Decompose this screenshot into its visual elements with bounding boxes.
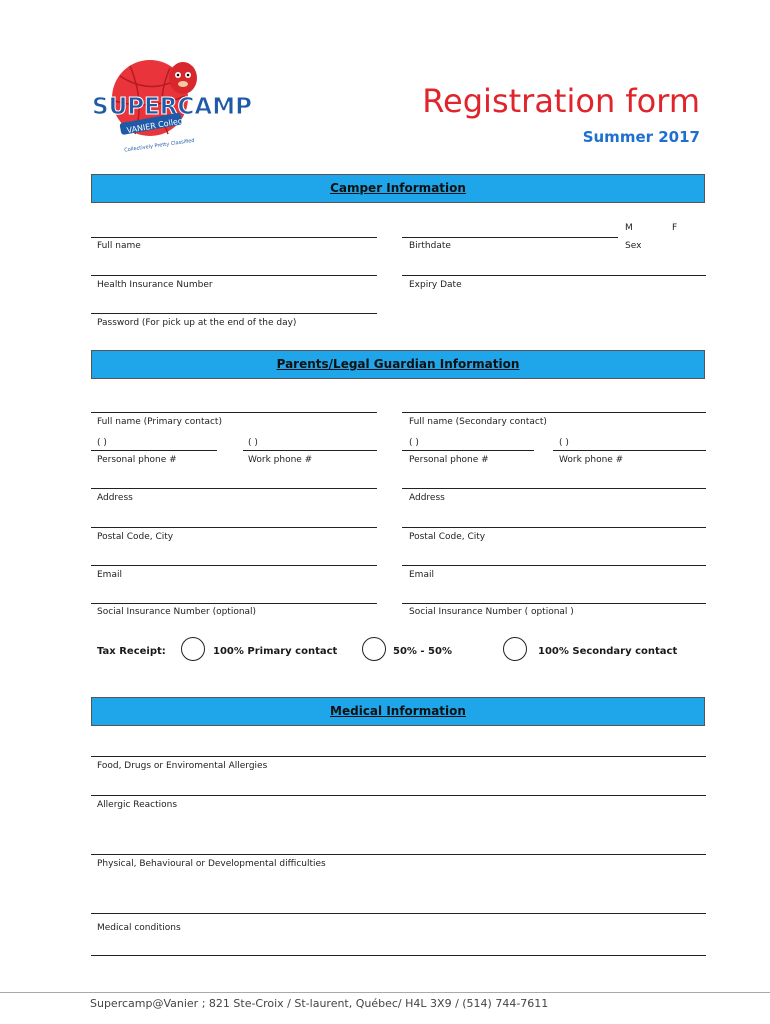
primary-email-label: Email [97,570,122,580]
expiry-date-field[interactable] [402,275,706,276]
section-header-medical: Medical Information [91,697,705,726]
allergies-field[interactable] [91,756,706,757]
secondary-work-phone-field[interactable] [553,450,706,451]
tax-split-option-label: 50% - 50% [393,646,452,657]
secondary-name-label: Full name (Secondary contact) [409,417,547,427]
secondary-address-field[interactable] [402,488,706,489]
conditions-top-line[interactable] [91,913,706,914]
logo-ribbon-text: VANIER College [126,115,189,136]
primary-email-field[interactable] [91,565,377,566]
footer-divider [0,992,770,993]
primary-name-label: Full name (Primary contact) [97,417,222,427]
primary-personal-area-code: ( ) [97,438,107,448]
tax-secondary-radio[interactable] [503,637,527,661]
tax-primary-option-label: 100% Primary contact [213,646,338,657]
reactions-field[interactable] [91,795,706,796]
secondary-address-label: Address [409,493,445,503]
secondary-email-label: Email [409,570,434,580]
logo-main-text: SUPERCAMP [92,94,252,120]
sex-label: Sex [625,241,642,251]
page-subtitle: Summer 2017 [582,128,700,146]
secondary-name-field[interactable] [402,412,706,413]
primary-address-label: Address [97,493,133,503]
secondary-sin-label: Social Insurance Number ( optional ) [409,607,574,617]
primary-work-area-code: ( ) [248,438,258,448]
password-label: Password (For pick up at the end of the day) [97,318,297,328]
sex-m-label: M [625,223,633,233]
primary-sin-field[interactable] [91,603,377,604]
section-header-camper: Camper Information [91,174,705,203]
section-header-parents: Parents/Legal Guardian Information [91,350,705,379]
full-name-field[interactable] [91,237,377,238]
difficulties-label: Physical, Behavioural or Developmental difficulties [97,859,326,869]
secondary-postal-city-field[interactable] [402,527,706,528]
primary-address-field[interactable] [91,488,377,489]
footer-contact: Supercamp@Vanier ; 821 Ste-Croix / St-laurent, Québec/ H4L 3X9 / (514) 744-7611 [90,997,549,1010]
supercamp-logo [90,56,252,161]
conditions-label: Medical conditions [97,923,181,933]
secondary-email-field[interactable] [402,565,706,566]
secondary-sin-field[interactable] [402,603,706,604]
tax-primary-radio[interactable] [181,637,205,661]
health-insurance-label: Health Insurance Number [97,280,213,290]
birthdate-label: Birthdate [409,241,451,251]
secondary-personal-phone-label: Personal phone # [409,455,489,465]
password-field[interactable] [91,313,377,314]
primary-personal-phone-field[interactable] [91,450,217,451]
page-title: Registration form [422,82,700,120]
health-insurance-field[interactable] [91,275,377,276]
sex-f-label: F [672,223,678,233]
tax-secondary-option-label: 100% Secondary contact [538,646,678,657]
primary-personal-phone-label: Personal phone # [97,455,177,465]
primary-sin-label: Social Insurance Number (optional) [97,607,257,617]
allergies-label: Food, Drugs or Enviromental Allergies [97,761,268,771]
primary-postal-city-label: Postal Code, City [97,532,174,542]
primary-name-field[interactable] [91,412,377,413]
secondary-work-area-code: ( ) [559,438,569,448]
primary-work-phone-label: Work phone # [248,455,313,465]
secondary-work-phone-label: Work phone # [559,455,624,465]
primary-work-phone-field[interactable] [243,450,377,451]
reactions-label: Allergic Reactions [97,800,178,810]
logo-tagline: Collectively Pretty Classified [123,137,195,154]
conditions-field[interactable] [91,955,706,956]
secondary-personal-phone-field[interactable] [402,450,534,451]
birthdate-field[interactable] [402,237,618,238]
secondary-postal-city-label: Postal Code, City [409,532,486,542]
tax-receipt-label: Tax Receipt: [97,646,166,657]
full-name-label: Full name [97,241,141,251]
tax-split-radio[interactable] [362,637,386,661]
primary-postal-city-field[interactable] [91,527,377,528]
expiry-date-label: Expiry Date [409,280,462,290]
secondary-personal-area-code: ( ) [409,438,419,448]
difficulties-field[interactable] [91,854,706,855]
